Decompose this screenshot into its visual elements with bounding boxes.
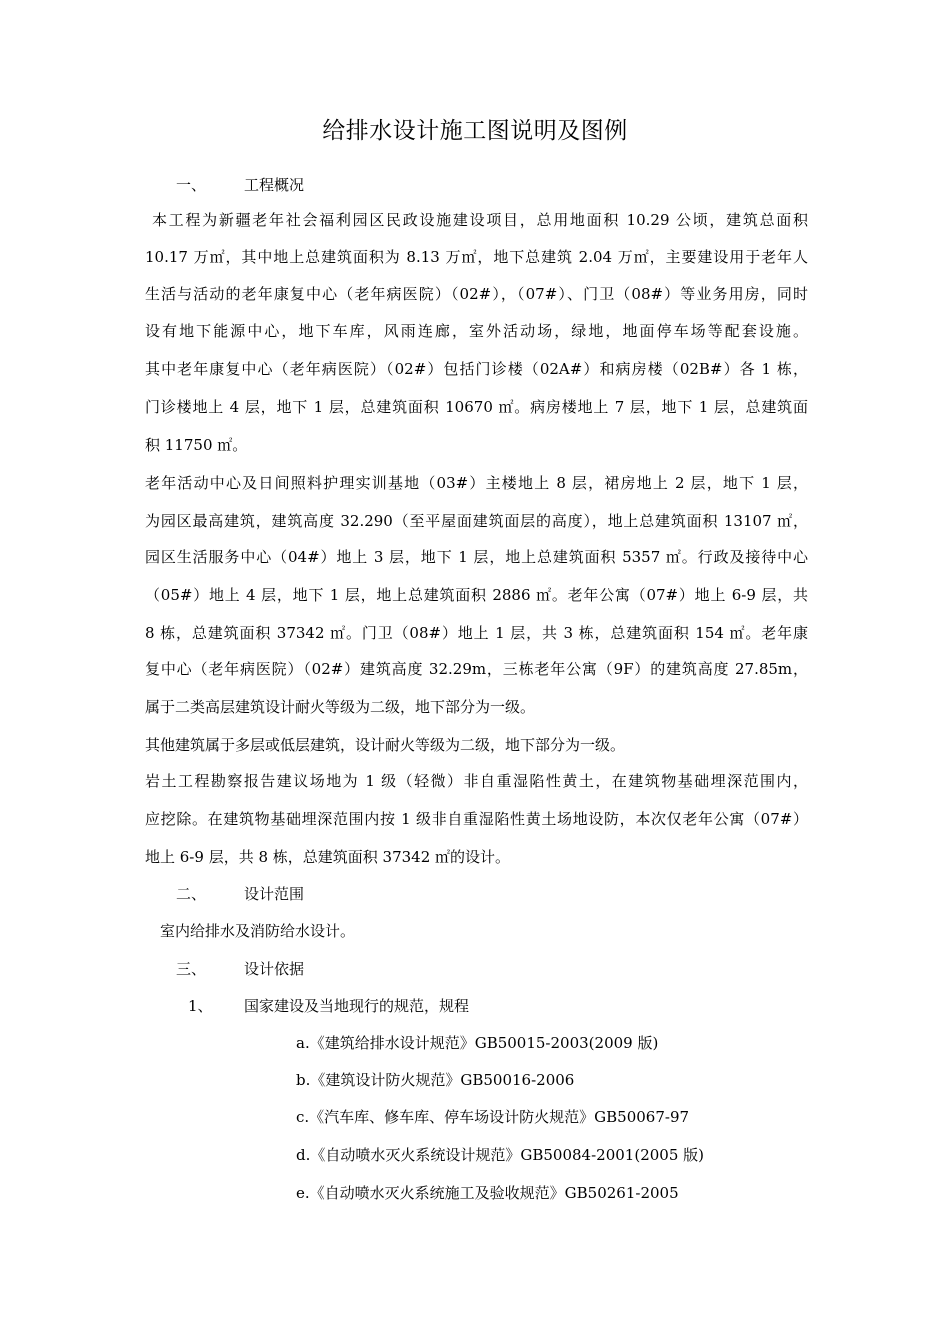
overview-line: 属于二类高层建筑设计耐火等级为二级，地下部分为一级。 [145,698,536,716]
overview-line: 生活与活动的老年康复中心（老年病医院）（02#），（07#）、门卫（08#）等业务用房，同时 [145,285,808,303]
section-number: 三、 [176,960,207,978]
overview-line: 其中老年康复中心（老年病医院）（02#）包括门诊楼（02A#）和病房楼（02B#）各 1 栋， [145,360,808,378]
overview-line: 积 11750 ㎡。 [145,436,248,454]
item-label: 国家建设及当地现行的规范，规程 [244,997,470,1015]
overview-line: 10.17 万㎡，其中地上总建筑面积为 8.13 万㎡，地下总建筑 2.04 万㎡，主要建设用于老年人 [145,248,808,266]
overview-line: 本工程为新疆老年社会福利园区民政设施建设项目，总用地面积 10.29 公顷，建筑总面积 [152,211,808,229]
overview-line: 8 栋，总建筑面积 37342 ㎡。门卫（08#）地上 1 层，共 3 栋，总建筑面积 154 ㎡。老年康 [145,624,808,642]
overview-line: 门诊楼地上 4 层，地下 1 层，总建筑面积 10670 ㎡。病房楼地上 7 层，地下 1 层，总建筑面 [145,398,808,416]
overview-line: 复中心（老年病医院）（02#）建筑高度 32.29m，三栋老年公寓（9F）的建筑高度 27.85m， [145,660,808,678]
section-heading: 工程概况 [244,176,305,194]
reference-item: d.《自动喷水灭火系统设计规范》GB50084-2001(2005 版) [296,1146,704,1164]
section-number: 一、 [176,176,207,194]
reference-item: a.《建筑给排水设计规范》GB50015-2003(2009 版) [296,1034,659,1052]
reference-item: b.《建筑设计防火规范》GB50016-2006 [296,1071,575,1089]
reference-item: e.《自动喷水灭火系统施工及验收规范》GB50261-2005 [296,1184,679,1202]
page-title: 给排水设计施工图说明及图例 [322,118,628,144]
overview-line: 其他建筑属于多层或低层建筑，设计耐火等级为二级，地下部分为一级。 [145,736,626,754]
overview-line: 应挖除。在建筑物基础埋深范围内按 1 级非自重湿陷性黄土场地设防，本次仅老年公寓（07#） [145,810,808,828]
overview-line: 园区生活服务中心（04#）地上 3 层，地下 1 层，地上总建筑面积 5357 ㎡。行政及接待中心 [145,548,808,566]
overview-line: 地上 6-9 层，共 8 栋，总建筑面积 37342 ㎡的设计。 [145,848,511,866]
overview-line: 老年活动中心及日间照料护理实训基地（03#）主楼地上 8 层，裙房地上 2 层，地下 1 层， [145,474,808,492]
section-heading: 设计依据 [244,960,305,978]
overview-line: 为园区最高建筑，建筑高度 32.290（至平屋面建筑面层的高度），地上总建筑面积 13107 ㎡， [145,512,808,530]
reference-item: c.《汽车库、修车库、停车场设计防火规范》GB50067-97 [296,1108,690,1126]
overview-line: 岩土工程勘察报告建议场地为 1 级（轻微）非自重湿陷性黄土，在建筑物基础埋深范围内， [145,772,808,790]
overview-line: 设有地下能源中心，地下车库，风雨连廊，室外活动场，绿地，地面停车场等配套设施。 [145,322,808,340]
item-number: 1、 [188,997,213,1015]
section-heading: 设计范围 [244,885,305,903]
overview-line: （05#）地上 4 层，地下 1 层，地上总建筑面积 2886 ㎡。老年公寓（07#）地上 6-9 层，共 [145,586,808,604]
scope-text: 室内给排水及消防给水设计。 [160,922,356,940]
section-number: 二、 [176,885,207,903]
